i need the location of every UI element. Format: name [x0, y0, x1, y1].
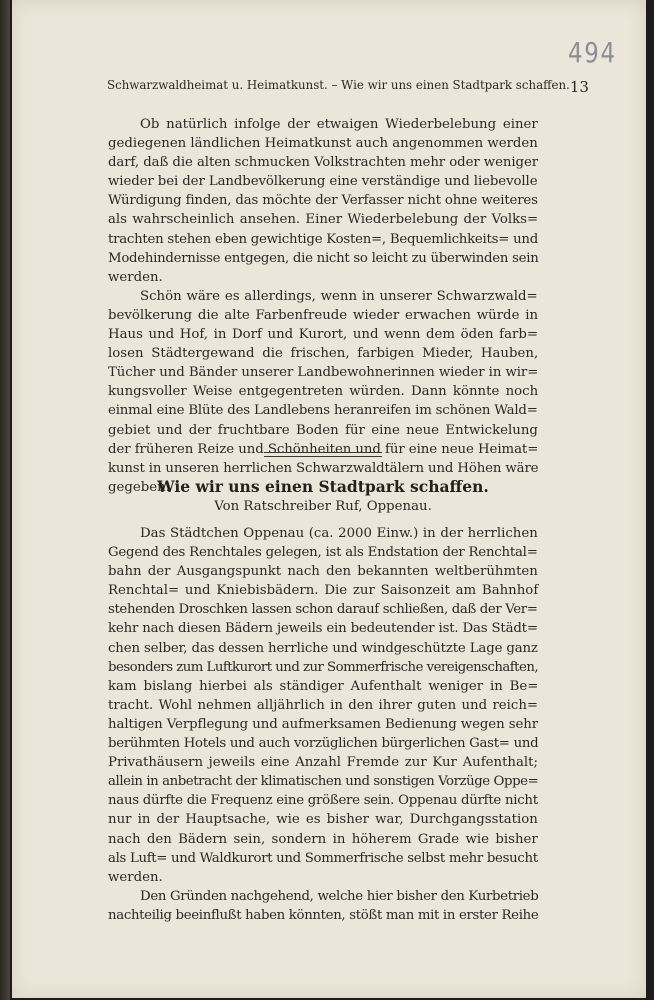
text-line: Renchtal= und Kniebisbädern. Die zur Saisonzeit am Bahnhof: [108, 583, 539, 599]
text-line: einmal eine Blüte des Landlebens heranreifen im schönen Wald=: [108, 403, 538, 419]
text-line: kungsvoller Weise entgegentreten würden. Dann könnte noch: [108, 384, 539, 400]
text-line: werden.: [108, 869, 163, 885]
text-line: tracht. Wohl nehmen alljährlich in den ihrer guten und reich=: [108, 697, 539, 713]
text-line: allein in anbetracht der klimatischen und sonstigen Vorzüge Oppe=: [108, 774, 539, 790]
book-binding-edge: [0, 0, 10, 1000]
text-line: Haus und Hof, in Dorf und Kurort, und wenn dem öden farb=: [108, 327, 539, 343]
text-line: berühmten Hotels und auch vorzüglichen bürgerlichen Gast= und: [108, 736, 539, 752]
text-line: Tücher und Bänder unserer Landbewohnerinnen wieder in wir=: [108, 365, 539, 381]
text-line: trachten stehen eben gewichtige Kosten=, Bequemlichkeits= und: [108, 231, 539, 247]
page-number: 13: [569, 78, 589, 96]
text-line: wieder bei der Landbevölkerung eine verständige und liebevolle: [108, 174, 538, 190]
text-line: nur in der Hauptsache, wie es bisher war, Durchgangsstation: [108, 812, 538, 828]
running-header: [107, 78, 589, 96]
text-line: nachteilig beeinflußt haben könnten, stößt man mit in erster Reihe: [108, 907, 539, 923]
text-line: gebiet und der fruchtbare Boden für eine neue Entwickelung: [108, 422, 538, 438]
text-line: gegeben.: [108, 479, 170, 495]
article-title: Wie wir uns einen Stadtpark schaffen.: [157, 477, 489, 496]
text-line: werden.: [108, 269, 163, 285]
text-line: Schön wäre es allerdings, wenn in unserer Schwarzwald=: [140, 288, 538, 304]
text-line: chen selber, das dessen herrliche und windgeschützte Lage ganz: [108, 640, 538, 656]
text-line: stehenden Droschken lassen schon darauf schließen, daß der Ver=: [108, 602, 538, 618]
text-line: nach den Bädern sein, sondern in höherem Grade wie bisher: [108, 831, 538, 847]
text-line: bahn der Ausgangspunkt nach den bekannten weltberühmten: [108, 564, 538, 580]
text-line: Gegend des Renchtales gelegen, ist als Endstation der Renchtal=: [108, 545, 538, 561]
book-page: [12, 0, 646, 998]
text-line: besonders zum Luftkurort und zur Sommerfrische vereigenschaften,: [108, 659, 539, 675]
text-line: gediegenen ländlichen Heimatkunst auch angenommen werden: [108, 136, 538, 152]
running-head-title: Schwarzwaldheimat u. Heimatkunst. – Wie wir uns einen Stadtpark schaffen.: [107, 78, 570, 92]
text-line: Das Städtchen Oppenau (ca. 2000 Einw.) in der herrlichen: [140, 526, 538, 541]
text-line: Den Gründen nachgehend, welche hier bisher den Kurbetrieb: [140, 888, 539, 904]
text-line: Würdigung finden, das möchte der Verfasser nicht ohne weiteres: [108, 193, 538, 209]
text-line: der früheren Reize und Schönheiten und für eine neue Heimat=: [108, 441, 539, 457]
text-line: naus dürfte die Frequenz eine größere sein. Oppenau dürfte nicht: [108, 793, 538, 809]
text-line: darf, daß die alten schmucken Volkstrachten mehr oder weniger: [108, 155, 539, 171]
text-line: kam bislang hierbei als ständiger Aufenthalt weniger in Be=: [108, 678, 539, 694]
article-text: [108, 524, 538, 925]
text-line: Privathäusern jeweils eine Anzahl Fremde zur Kur Aufenthalt;: [108, 755, 538, 771]
text-line: Ob natürlich infolge der etwaigen Wiederbelebung einer: [140, 117, 538, 132]
section-divider: [264, 452, 382, 457]
text-line: Modehindernisse entgegen, die nicht so leicht zu überwinden sein: [108, 250, 539, 266]
text-line: als wahrscheinlich ansehen. Einer Wiederbelebung der Volks=: [108, 212, 539, 228]
text-line: haltigen Verpflegung und aufmerksamen Bedienung wegen sehr: [108, 716, 538, 732]
section-text-1: [108, 115, 538, 497]
text-line: losen Städtergewand die frischen, farbigen Mieder, Hauben,: [108, 346, 539, 362]
text-line: kehr nach diesen Bädern jeweils ein bedeutender ist. Das Städt=: [108, 621, 538, 637]
text-line: als Luft= und Waldkurort und Sommerfrische selbst mehr besucht: [108, 850, 538, 866]
text-line: bevölkerung die alte Farbenfreude wieder erwachen würde in: [108, 307, 539, 323]
archive-page-number: 494: [568, 36, 617, 69]
text-line: kunst in unseren herrlichen Schwarzwaldtälern und Höhen wäre: [108, 460, 539, 476]
article-byline: Von Ratschreiber Ruf, Oppenau.: [214, 499, 432, 514]
